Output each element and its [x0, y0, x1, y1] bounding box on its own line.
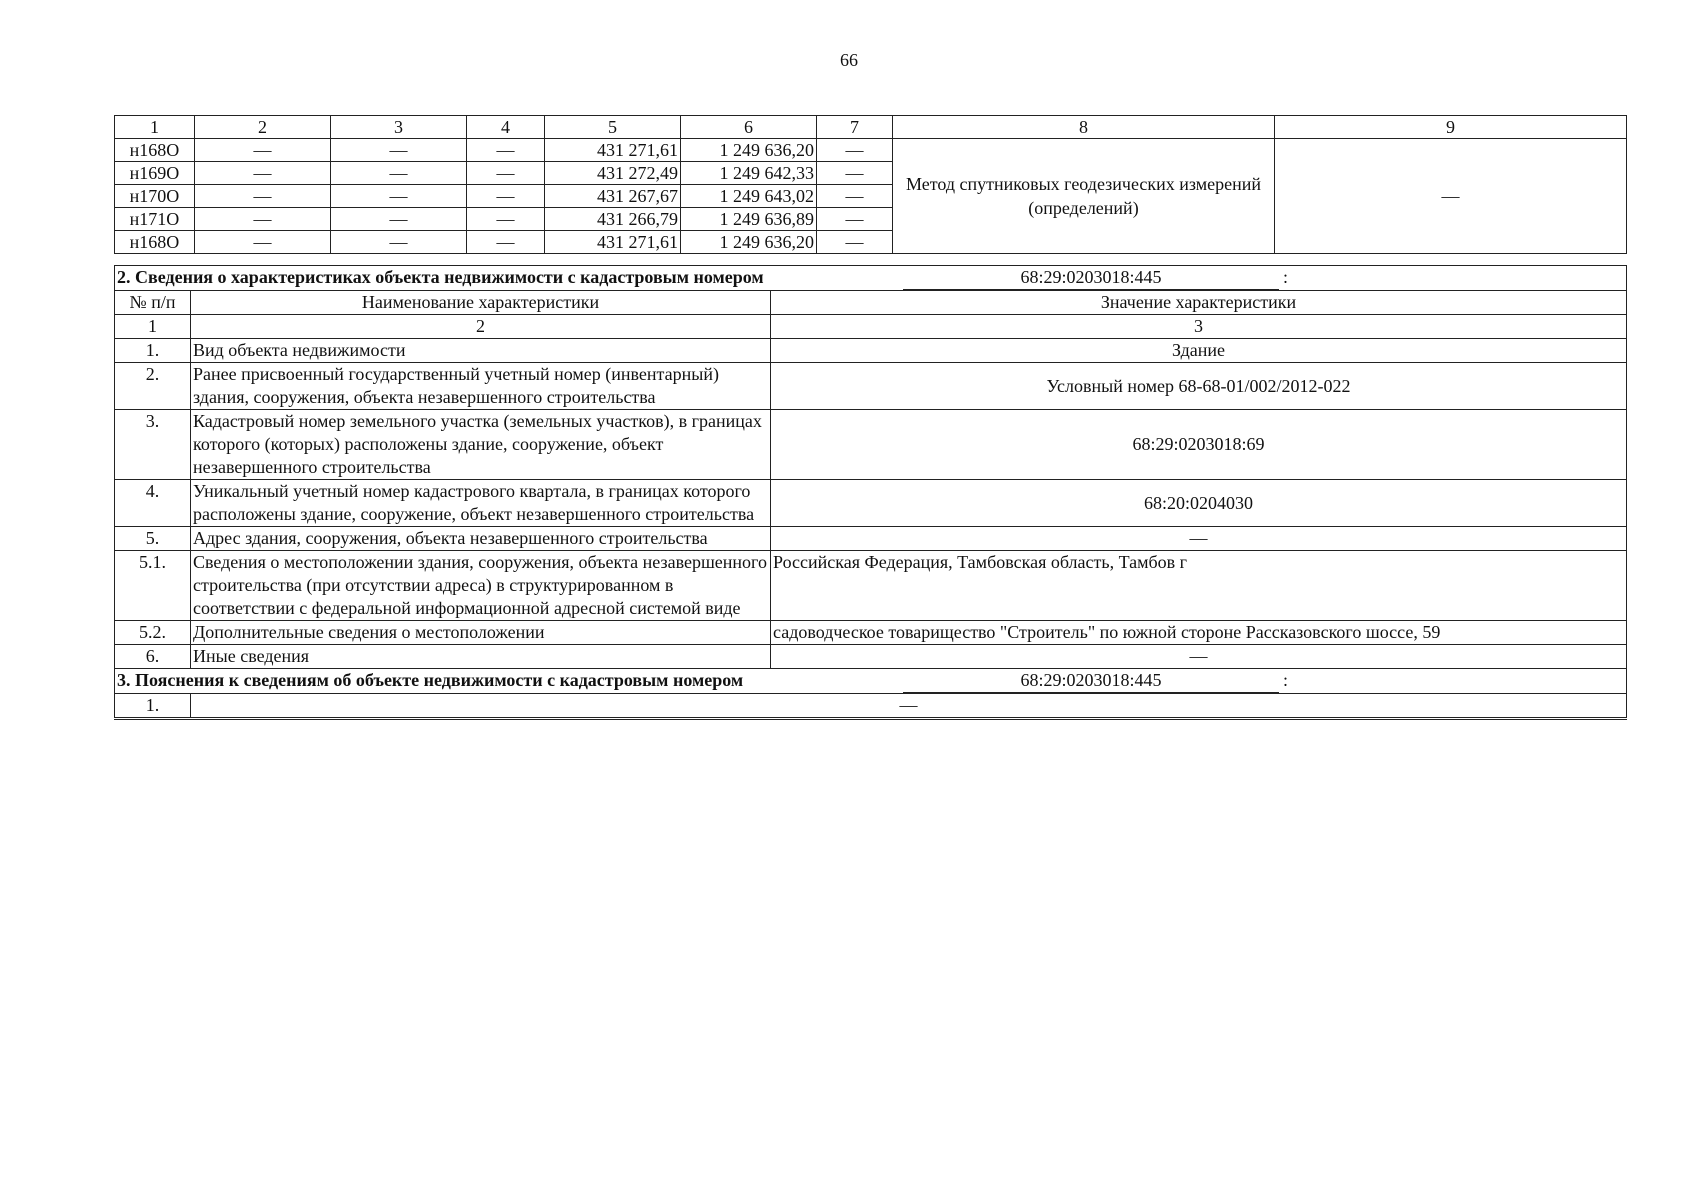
cell-dash: —: [467, 208, 545, 231]
cell-dash: —: [331, 231, 467, 254]
col-header: 1: [115, 116, 195, 139]
cell-dash: —: [467, 162, 545, 185]
table-row: [115, 551, 1627, 621]
cell-dash: —: [467, 139, 545, 162]
row-num: 3.: [115, 410, 191, 480]
col-header: 7: [817, 116, 893, 139]
table-row: [115, 139, 1627, 162]
coordinates-header-row: [115, 116, 1627, 139]
col-header-num: № п/п: [115, 291, 191, 315]
col-header: 4: [467, 116, 545, 139]
section3-cadastral-number: 68:29:0203018:445: [903, 669, 1279, 693]
cell-dash: —: [195, 162, 331, 185]
section3-colon: :: [1283, 670, 1289, 690]
col-header-value: Значение характеристики: [771, 291, 1627, 315]
row-value: садоводческое товарищество "Строитель" по южной стороне Рассказовского шоссе, 59: [771, 621, 1627, 645]
row-num: 5.1.: [115, 551, 191, 621]
row-name: Адрес здания, сооружения, объекта незавершенного строительства: [191, 527, 771, 551]
cell-dash: —: [467, 185, 545, 208]
point-name: н170О: [115, 185, 195, 208]
table-row: [115, 480, 1627, 527]
coord-x: 431 267,67: [545, 185, 681, 208]
col-header: 8: [893, 116, 1275, 139]
row-value: Условный номер 68-68-01/002/2012-022: [771, 363, 1627, 410]
page-number: 66: [840, 50, 858, 70]
table-row: [115, 527, 1627, 551]
row-value: —: [191, 694, 1627, 719]
coord-y: 1 249 636,89: [681, 208, 817, 231]
cell-dash: —: [817, 185, 893, 208]
table-row: [115, 694, 1627, 719]
row-num: 5.: [115, 527, 191, 551]
table-row: [115, 621, 1627, 645]
row-value: 68:20:0204030: [771, 480, 1627, 527]
coord-y: 1 249 643,02: [681, 185, 817, 208]
row-value: —: [771, 527, 1627, 551]
section3-title-cell: [115, 669, 1627, 694]
coord-x: 431 271,61: [545, 139, 681, 162]
col-header: 2: [195, 116, 331, 139]
row-name: Вид объекта недвижимости: [191, 339, 771, 363]
cell-dash: —: [817, 162, 893, 185]
row-num: 1.: [115, 694, 191, 719]
row-num: 2.: [115, 363, 191, 410]
table-row: [115, 410, 1627, 480]
col-header: 3: [331, 116, 467, 139]
row-value: Российская Федерация, Тамбовская область, Тамбов г: [771, 551, 1627, 621]
table-row: [115, 363, 1627, 410]
cell-dash: —: [331, 139, 467, 162]
row-num: 6.: [115, 645, 191, 669]
cell-dash: —: [195, 185, 331, 208]
cell-dash: —: [195, 208, 331, 231]
col-header: 5: [545, 116, 681, 139]
coord-x: 431 271,61: [545, 231, 681, 254]
col-index: 1: [115, 315, 191, 339]
coord-y: 1 249 636,20: [681, 139, 817, 162]
point-name: н168О: [115, 231, 195, 254]
col9-cell: —: [1275, 139, 1627, 254]
point-name: н168О: [115, 139, 195, 162]
section2-cadastral-number: 68:29:0203018:445: [903, 266, 1279, 290]
cell-dash: —: [331, 185, 467, 208]
coord-y: 1 249 636,20: [681, 231, 817, 254]
row-value: —: [771, 645, 1627, 669]
method-cell: Метод спутниковых геодезических измерений (определений): [893, 139, 1275, 254]
section3-title-row: [115, 669, 1627, 694]
coord-y: 1 249 642,33: [681, 162, 817, 185]
row-name: Кадастровый номер земельного участка (земельных участков), в границах которого (которых) расположены здание, сооружение, объект незавершенного строительства: [191, 410, 771, 480]
cell-dash: —: [817, 139, 893, 162]
col-index: 3: [771, 315, 1627, 339]
section2-title: 2. Сведения о характеристиках объекта недвижимости с кадастровым номером: [117, 267, 764, 287]
cell-dash: —: [817, 231, 893, 254]
cell-dash: —: [195, 231, 331, 254]
row-num: 1.: [115, 339, 191, 363]
characteristics-subheader-row: [115, 315, 1627, 339]
col-header: 9: [1275, 116, 1627, 139]
coordinates-table: [114, 115, 1627, 254]
section2-colon: :: [1283, 267, 1289, 287]
cell-dash: —: [331, 208, 467, 231]
cell-dash: —: [467, 231, 545, 254]
col-index: 2: [191, 315, 771, 339]
row-value: 68:29:0203018:69: [771, 410, 1627, 480]
cell-dash: —: [195, 139, 331, 162]
row-num: 4.: [115, 480, 191, 527]
coord-x: 431 272,49: [545, 162, 681, 185]
section3-title: 3. Пояснения к сведениям об объекте недвижимости с кадастровым номером: [117, 670, 744, 690]
col-header: 6: [681, 116, 817, 139]
row-name: Уникальный учетный номер кадастрового квартала, в границах которого расположены здание, сооружение, объект незавершенного строительства: [191, 480, 771, 527]
row-value: Здание: [771, 339, 1627, 363]
row-name: Ранее присвоенный государственный учетный номер (инвентарный) здания, сооружения, объекта незавершенного строительства: [191, 363, 771, 410]
point-name: н169О: [115, 162, 195, 185]
point-name: н171О: [115, 208, 195, 231]
section2-title-cell: [115, 266, 1627, 291]
cell-dash: —: [817, 208, 893, 231]
col-header-name: Наименование характеристики: [191, 291, 771, 315]
row-name: Дополнительные сведения о местоположении: [191, 621, 771, 645]
section2-title-row: [115, 266, 1627, 291]
coord-x: 431 266,79: [545, 208, 681, 231]
row-name: Сведения о местоположении здания, сооружения, объекта незавершенного строительства (при отсутствии адреса) в структурированном в соответствии с федеральной информационной адресной системой виде: [191, 551, 771, 621]
characteristics-header-row: [115, 291, 1627, 315]
table-row: [115, 645, 1627, 669]
characteristics-table: [114, 265, 1627, 720]
row-name: Иные сведения: [191, 645, 771, 669]
cell-dash: —: [331, 162, 467, 185]
table-row: [115, 339, 1627, 363]
row-num: 5.2.: [115, 621, 191, 645]
